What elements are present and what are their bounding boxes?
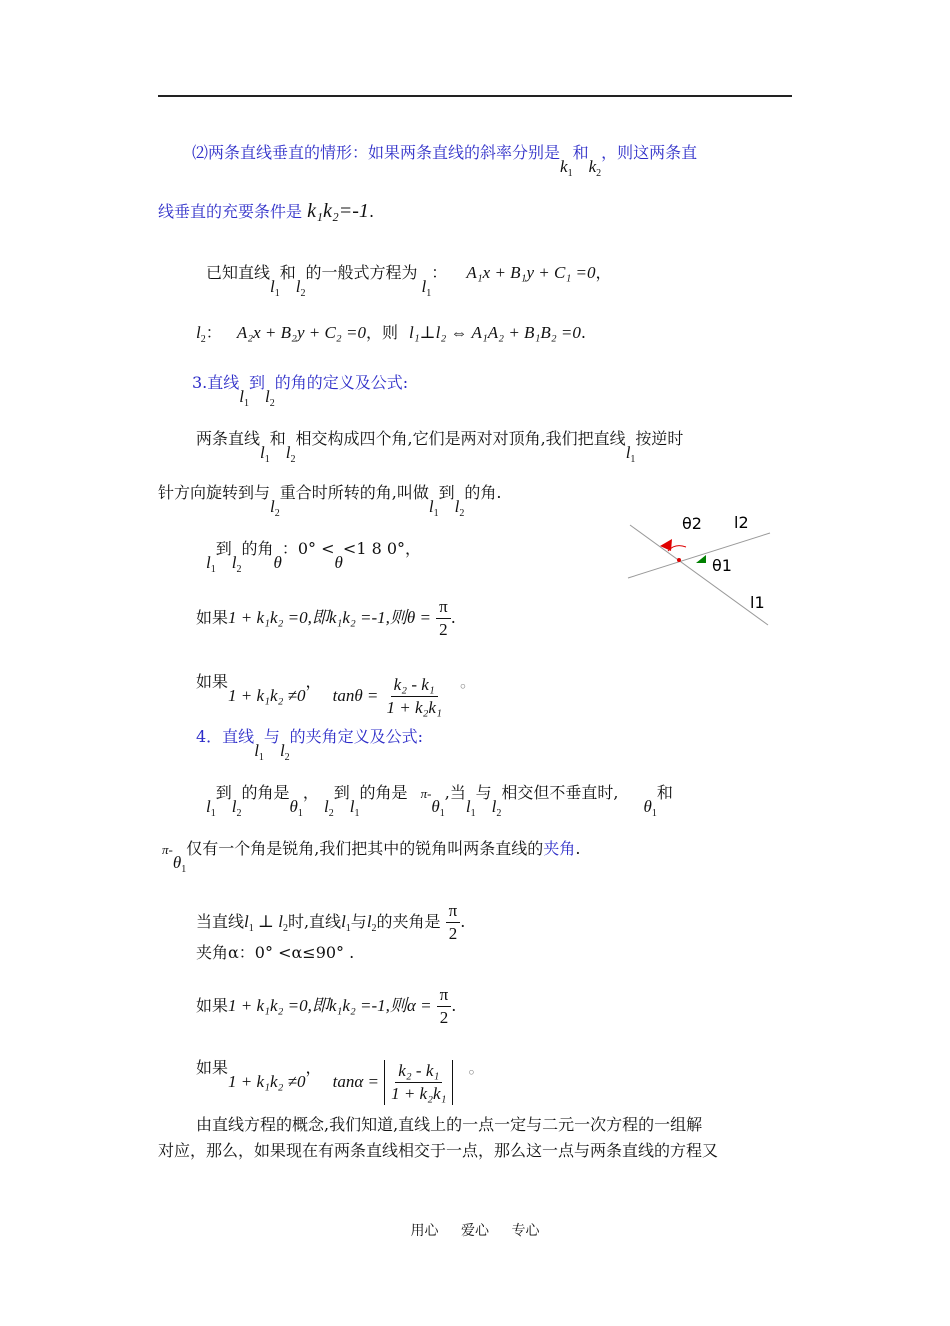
sec3-range: $l_1$到$l_2$的角θ：0° <θ<1 8 0°， (206, 539, 422, 575)
sec4-title: 4．直线$l_1$与$l_2$的夹角定义及公式: (196, 727, 424, 763)
closing-line1: 由直线方程的概念,我们知道,直线上的一点一定与二元一次方程的一组解 (196, 1115, 703, 1134)
sec4-perp: 当直线$l_1$ ⊥ $l_2$时,直线$l_1$与$l_2$的夹角是 $\frac{\pi}{2}$ . (196, 901, 466, 943)
sec4-para1: $l_1$到$l_2$的角是$\theta_1$， $l_2$到$l_1$的角是 $\pi-\theta_1$,当$l_1$与$l_2$相交但不垂直时, $\theta_1$和 (206, 783, 673, 819)
l2-label: l2 (734, 513, 749, 532)
header-rule (158, 95, 792, 97)
theta1-label: θ1 (712, 556, 732, 575)
sec2-eq2: $l_2$： A₂x + B₂y + C₂ =0，则 l₁⊥l₂ ⇔ A₁A₂ + B₁B₂ =0. (196, 323, 586, 345)
angle-figure (620, 505, 780, 630)
sec3-para1: 两条直线$l_1$和$l_2$相交构成四个角,它们是两对对顶角,我们把直线$l_1$按逆时 (196, 429, 684, 465)
sec3-if2: 如果1 + k₁k₂ ≠0， tanθ = $\frac{\text{k₂ - k₁}}{\text{1 + k₂k₁}}$ 。 (196, 672, 476, 717)
theta2-label: θ2 (682, 514, 702, 533)
intersection-point (677, 558, 681, 562)
line-l2 (628, 533, 770, 578)
sec4-if1: 如果1 + k₁k₂ =0,即k₁k₂ =-1,则α = $\frac{\pi}{2}$ . (196, 985, 457, 1027)
sec3-if1: 如果1 + k₁k₂ =0,即k₁k₂ =-1,则θ = $\frac{\pi}{2}$ . (196, 597, 456, 639)
sec3-para2: 针方向旋转到与$l_2$重合时所转的角,叫做$l_1$到$l_2$的角. (158, 483, 502, 519)
sec2-known: 已知直线$l_1$和$l_2$的一般式方程为$l_1$： A₁x + B₁y + C₁ =0， (206, 263, 612, 299)
page-footer: 用心 爱心 专心 (410, 1223, 540, 1239)
sec3-title: 3.直线$l_1$到$l_2$的角的定义及公式: (192, 373, 409, 409)
sec4-if2: 如果1 + k₁k₂ ≠0， tanα = $\frac{\text{k₂ - k₁}}{\text{1 + k₂k₁}}$ 。 (196, 1058, 485, 1103)
sec2-line2: 线垂直的充要条件是 k₁k₂=-1. (158, 200, 375, 222)
sec2-line1: ⑵两条直线垂直的情形：如果两条直线的斜率分别是$k_1$和$k_2$，则这两条直 (192, 143, 698, 179)
theta2-arrow (660, 539, 672, 551)
sec4-range: 夹角α：0° <α≤90° . (196, 943, 355, 962)
l1-label: l1 (750, 593, 765, 612)
sec4-para2: $\pi-\theta_1$仅有一个角是锐角,我们把其中的锐角叫两条直线的夹角. (162, 839, 581, 875)
closing-line2: 对应，那么，如果现在有两条直线相交于一点，那么这一点与两条直线的方程又 (158, 1141, 719, 1160)
